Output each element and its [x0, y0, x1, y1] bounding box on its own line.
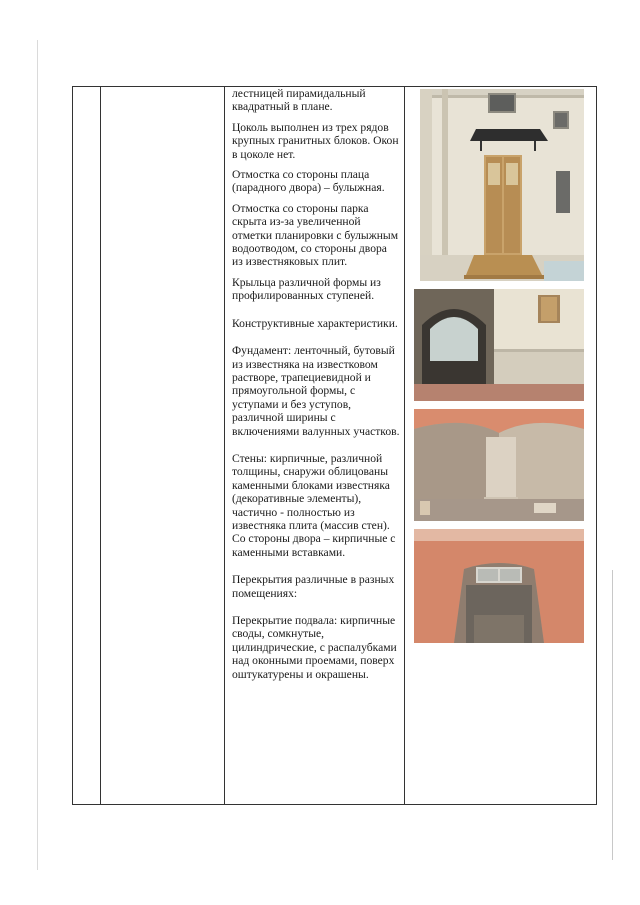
paragraph-stair: лестницей пирамидальный квадратный в плане. [232, 87, 366, 114]
table-divider-3 [404, 87, 405, 805]
table-divider-1 [100, 87, 101, 805]
basement-vault-photo [414, 409, 584, 521]
table-border-right [596, 87, 597, 805]
paragraph-foundation: Фундамент: ленточный, бутовый из известняка на известковом растворе, трапециевидной и прямоугольной формы, с уступами и без уступов, различной ширины с включениями валунных участков. [232, 344, 400, 438]
paragraph-plinth: Цоколь выполнен из трех рядов крупных гранитных блоков. Окон в цоколе нет. [232, 120, 399, 161]
table-border-bottom [72, 804, 597, 805]
facade-entrance-photo [420, 89, 584, 281]
basement-window-vault-photo [414, 529, 584, 643]
table-border-left [72, 87, 73, 805]
paragraph-porches: Крыльца различной формы из профилированных ступеней. [232, 275, 381, 303]
paragraph-floors: Перекрытия различные в разных помещениях: [232, 573, 395, 600]
scan-mark-left [37, 40, 38, 870]
paragraph-blind-area-parade: Отмостка со стороны плаца (парадного двора) – булыжная. [232, 168, 385, 195]
scan-mark-right [612, 570, 613, 860]
table-divider-2 [224, 87, 225, 805]
document-table [72, 86, 597, 805]
paragraph-basement-floor: Перекрытие подвала: кирпичные своды, сомкнутые, цилиндрические, с распалубками над оконными проемами, поверх оштукатурены и окрашены. [232, 614, 397, 681]
description-text [232, 87, 400, 688]
archway-photo [414, 289, 584, 401]
paragraph-blind-area-park: Отмостка со стороны парка скрыта из-за увеличенной отметки планировки с булыжным водоотводом, со стороны двора из известняковых плит. [232, 201, 399, 269]
paragraph-structural-heading: Конструктивные характеристики. [232, 316, 398, 330]
paragraph-walls: Стены: кирпичные, различной толщины, снаружи облицованы каменными блоками известняка (декоративные элементы), частично - полностью из известняка плита (массив стен). Со стороны двора – кирпичные с каменными вставками. [232, 451, 396, 559]
